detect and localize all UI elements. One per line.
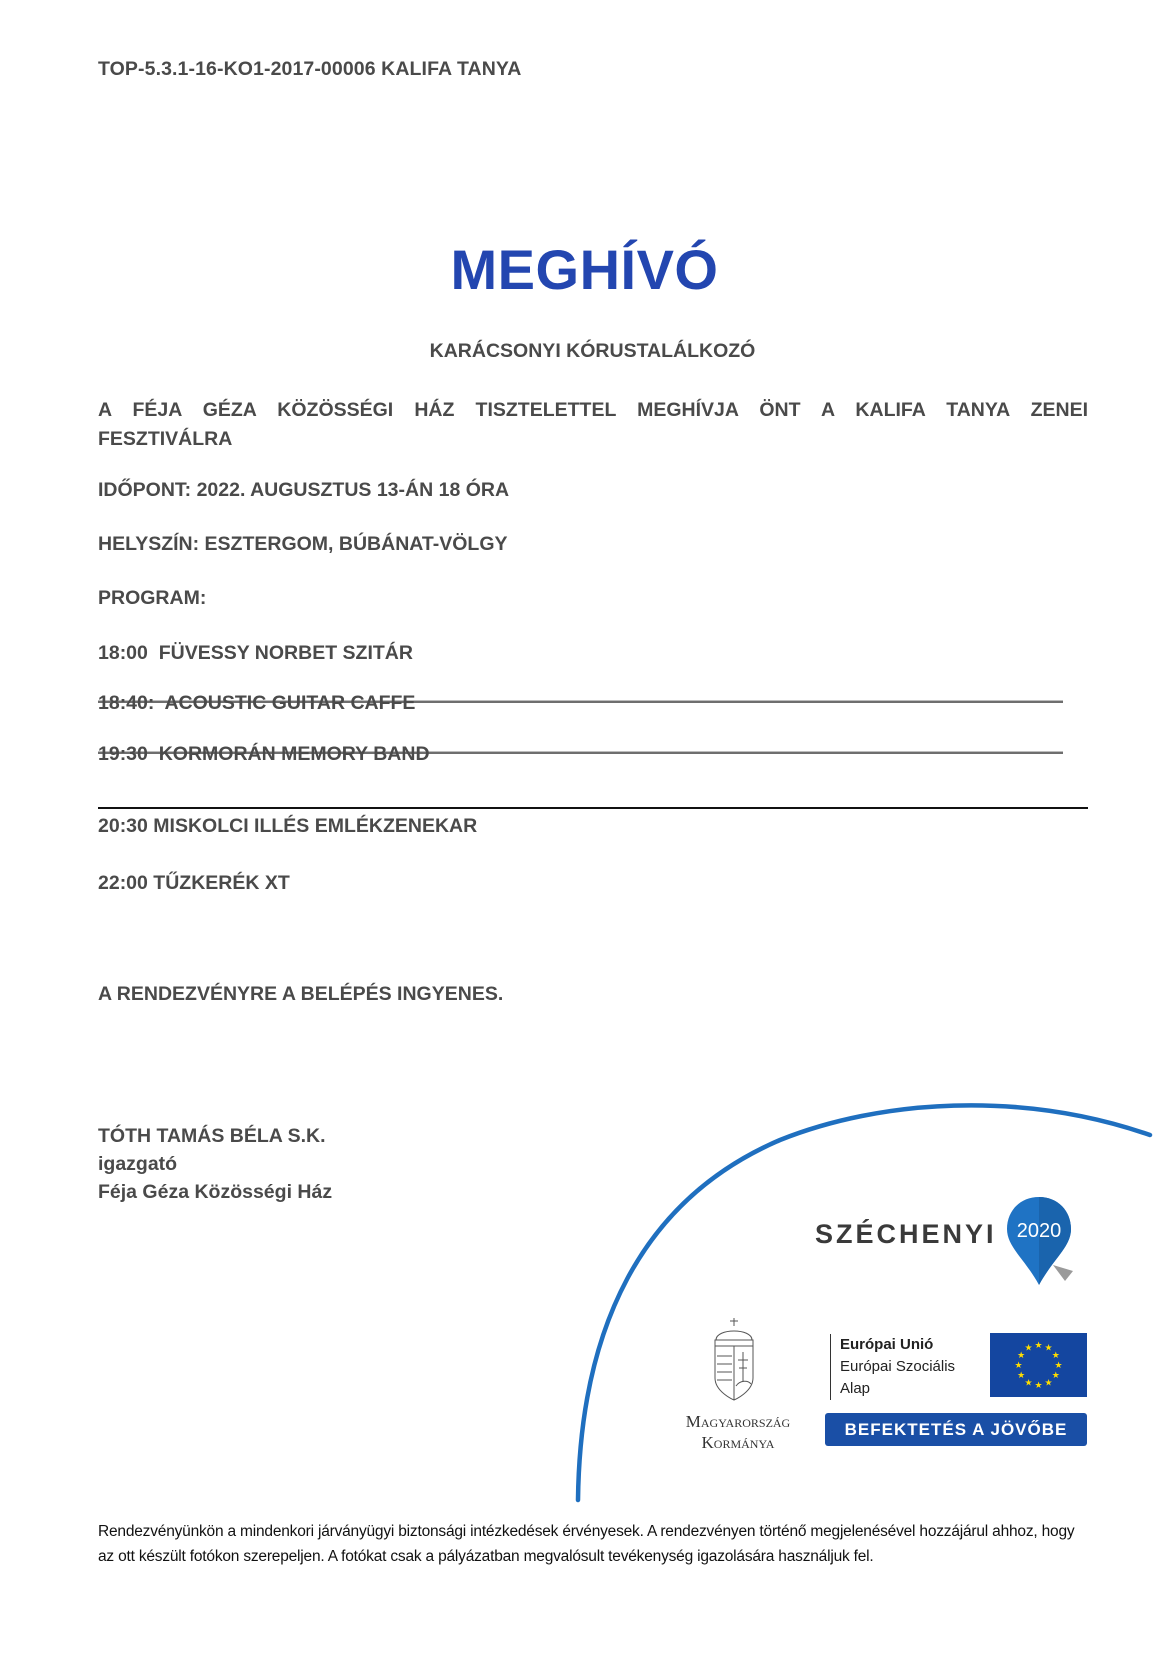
event-date: IDŐPONT: 2022. AUGUSZTUS 13-ÁN 18 ÓRA — [98, 479, 510, 501]
eu-line-3: Alap — [840, 1380, 871, 1397]
signatory-name: TÓTH TAMÁS BÉLA S.K. — [98, 1125, 326, 1147]
eu-flag-icon — [990, 1333, 1087, 1397]
svg-text:★: ★ — [1054, 1361, 1063, 1371]
invitation-intro: A FÉJA GÉZA KÖZÖSSÉGI HÁZ TISZTELETTEL MEGHÍVJA ÖNT A KALIFA TANYA ZENEI FESZTIVÁLRA — [98, 399, 1088, 450]
page-title: MEGHÍVÓ — [450, 238, 719, 301]
government-logo-text — [668, 1411, 808, 1453]
signatory-organization: Féja Géza Közösségi Ház — [98, 1181, 333, 1203]
footer-note: Rendezvényünkön a mindenkori járványügyi biztonsági intézkedések érvényesek. A rendezvényen történő megjelenésével hozzájárul ahhoz, hogy az ott készült fotókon szerepeljen. A fotókat csak a pályázatban megvalósult tevékenység igazolására használjuk fel. — [98, 1523, 1075, 1565]
svg-text:★: ★ — [1044, 1378, 1053, 1389]
program-item: 20:30 MISKOLCI ILLÉS EMLÉKZENEKAR — [98, 815, 478, 837]
free-entry-notice: A RENDEZVÉNYRE A BELÉPÉS INGYENES. — [98, 983, 504, 1005]
eu-line-1: Európai Unió — [840, 1336, 934, 1353]
slogan-banner: BEFEKTETÉS A JÖVŐBE — [825, 1413, 1087, 1446]
svg-text:★: ★ — [1044, 1343, 1053, 1354]
program-item: 22:00 TŰZKERÉK XT — [98, 872, 290, 894]
svg-text:★: ★ — [1017, 1351, 1026, 1361]
gov-line-1: Magyarország — [685, 1412, 791, 1431]
program-item: 18:00 FÜVESSY NORBET SZITÁR — [98, 642, 413, 664]
program-item: 19:30 KORMORÁN MEMORY BAND — [98, 743, 430, 765]
svg-text:★: ★ — [1034, 1381, 1043, 1391]
event-subtitle: KARÁCSONYI KÓRUSTALÁLKOZÓ — [429, 340, 756, 362]
svg-text:★: ★ — [1017, 1371, 1026, 1381]
svg-text:★: ★ — [1034, 1341, 1043, 1351]
signatory-role: igazgató — [98, 1153, 178, 1175]
szechenyi-pin-icon — [1005, 1195, 1085, 1290]
event-location: HELYSZÍN: ESZTERGOM, BÚBÁNAT-VÖLGY — [98, 533, 508, 555]
gov-line-2: Kormánya — [701, 1433, 775, 1452]
eu-fund-text — [830, 1334, 955, 1400]
svg-text:★: ★ — [1051, 1351, 1060, 1361]
eu-line-2: Európai Szociális — [840, 1358, 956, 1375]
program-item: 18:40: ACOUSTIC GUITAR CAFFE — [98, 692, 416, 714]
coat-of-arms-icon — [710, 1316, 758, 1406]
project-code: TOP-5.3.1-16-KO1-2017-00006 KALIFA TANYA — [98, 58, 522, 80]
svg-text:★: ★ — [1051, 1371, 1060, 1381]
svg-text:★: ★ — [1024, 1343, 1033, 1354]
szechenyi-year: 2020 — [1016, 1220, 1062, 1242]
svg-text:★: ★ — [1014, 1361, 1023, 1371]
program-heading: PROGRAM: — [98, 587, 207, 609]
svg-text:★: ★ — [1024, 1378, 1033, 1389]
szechenyi-logo-text: SZÉCHENYI — [815, 1219, 997, 1249]
